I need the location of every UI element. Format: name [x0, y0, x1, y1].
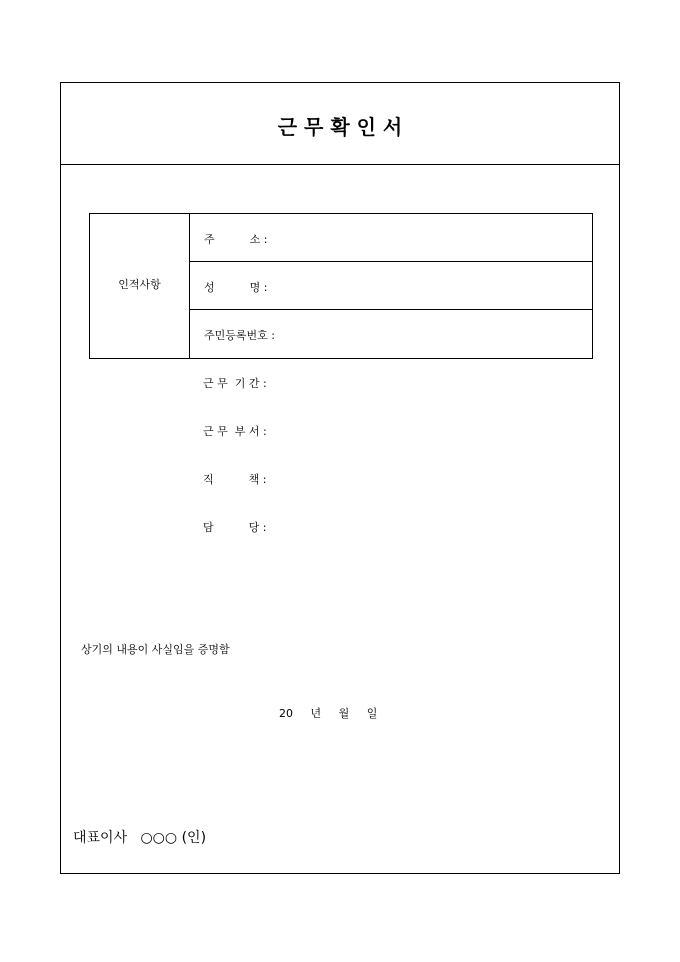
signer-line [73, 827, 206, 847]
work-period-label: 근 무 기 간 : [203, 377, 267, 390]
work-department-label: 근 무 부 서 : [203, 425, 267, 438]
personal-info-label-cell [90, 214, 190, 358]
resident-number-label: 주민등록번호 : [204, 329, 275, 342]
signer-title: 대표이사 [73, 830, 128, 846]
position-label: 직 책 : [203, 473, 267, 486]
resident-number-row [190, 310, 592, 358]
duty-label: 담 당 : [203, 521, 267, 534]
certificate-page [60, 82, 620, 874]
personal-info-label: 인적사항 [118, 278, 161, 291]
address-row [190, 214, 592, 262]
seal-mark: (인) [181, 830, 207, 846]
title-row [61, 83, 619, 165]
signer-name: ○○○ [140, 830, 178, 846]
name-row [190, 262, 592, 310]
document-title: 근 무 확 인 서 [277, 115, 403, 139]
address-label: 주 소 : [204, 233, 268, 246]
date-line: 20 년 월 일 [279, 707, 378, 720]
name-label: 성 명 : [204, 281, 268, 294]
certification-statement: 상기의 내용이 사실임을 증명함 [81, 643, 230, 656]
personal-info-table [89, 213, 593, 359]
